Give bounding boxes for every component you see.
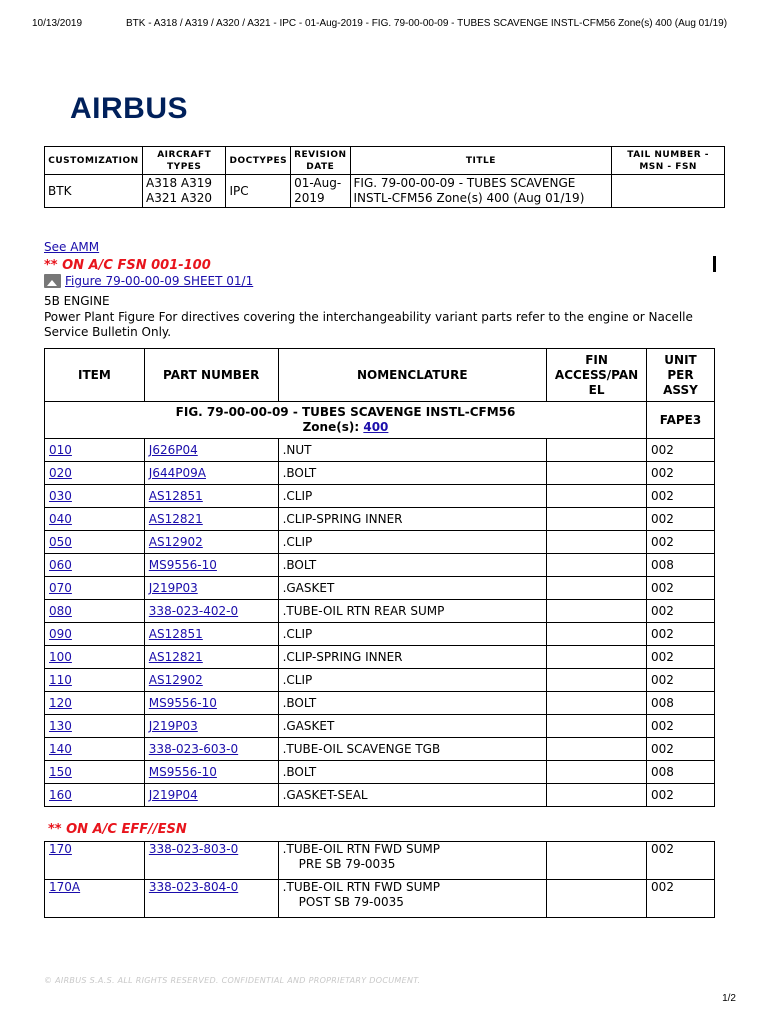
figure-link-label: Figure 79-00-00-09 SHEET 01/1	[65, 274, 254, 288]
part-number-link[interactable]: 338-023-804-0	[148, 880, 239, 894]
item-cell	[45, 577, 145, 600]
unit-per-assy-cell: 002	[647, 784, 715, 807]
effectivity-fsn: ** ON A/C FSN 001-100	[44, 258, 211, 273]
part-number-cell	[144, 623, 278, 646]
item-cell	[45, 738, 145, 761]
fin-cell	[547, 842, 647, 880]
unit-per-assy-cell: 002	[647, 508, 715, 531]
meta-data-row	[45, 175, 725, 208]
meta-title: FIG. 79-00-00-09 - TUBES SCAVENGE INSTL-CFM56 Zone(s) 400 (Aug 01/19)	[350, 175, 612, 208]
part-number-cell	[144, 646, 278, 669]
fin-cell	[547, 715, 647, 738]
nomenclature-cell: .GASKET-SEAL	[278, 784, 547, 807]
airbus-logo: AIRBUS	[70, 92, 189, 125]
part-number-link[interactable]: AS12902	[148, 673, 203, 687]
item-cell	[45, 692, 145, 715]
fin-cell	[547, 623, 647, 646]
fin-cell	[547, 646, 647, 669]
part-number-link[interactable]: J626P04	[148, 443, 198, 457]
part-number-cell	[144, 508, 278, 531]
part-number-link[interactable]: J644P09A	[148, 466, 206, 480]
nomenclature-cell: .CLIP	[278, 669, 547, 692]
item-cell	[45, 669, 145, 692]
item-link[interactable]: 030	[49, 489, 72, 503]
part-number-cell	[144, 784, 278, 807]
part-number-link[interactable]: MS9556-10	[148, 696, 217, 710]
meta-header-tail-number: TAIL NUMBER - MSN - FSN	[612, 147, 725, 175]
nomenclature-text: .TUBE-OIL RTN FWD SUMP	[282, 880, 440, 894]
page-number: 1/2	[722, 993, 736, 1004]
table-row	[45, 485, 715, 508]
item-link[interactable]: 050	[49, 535, 72, 549]
figure-title-cell	[45, 402, 647, 439]
figure-title: FIG. 79-00-00-09 - TUBES SCAVENGE INSTL-CFM56	[175, 405, 516, 419]
item-cell	[45, 554, 145, 577]
fin-cell	[547, 880, 647, 918]
table-row	[45, 646, 715, 669]
part-number-link[interactable]: AS12821	[148, 650, 203, 664]
meta-header-revision-date: REVISION DATE	[291, 147, 350, 175]
unit-per-assy-cell: 002	[647, 880, 715, 918]
table-row	[45, 600, 715, 623]
part-number-cell	[144, 554, 278, 577]
table-row	[45, 842, 715, 880]
fin-cell	[547, 508, 647, 531]
meta-header-aircraft-types: AIRCRAFT TYPES	[142, 147, 226, 175]
unit-per-assy-cell: 002	[647, 485, 715, 508]
item-cell	[45, 531, 145, 554]
item-link[interactable]: 140	[49, 742, 72, 756]
part-number-cell	[144, 761, 278, 784]
fin-cell	[547, 738, 647, 761]
table-row	[45, 623, 715, 646]
part-number-link[interactable]: MS9556-10	[148, 558, 217, 572]
unit-per-assy-cell: 002	[647, 842, 715, 880]
table-row	[45, 715, 715, 738]
item-cell	[45, 880, 145, 918]
part-number-cell	[144, 577, 278, 600]
part-number-link[interactable]: MS9556-10	[148, 765, 217, 779]
item-link[interactable]: 060	[49, 558, 72, 572]
item-link[interactable]: 150	[49, 765, 72, 779]
meta-header-row	[45, 147, 725, 175]
see-amm-link[interactable]: See AMM	[44, 240, 100, 254]
nomenclature-cell	[278, 842, 547, 880]
item-link[interactable]: 130	[49, 719, 72, 733]
fin-cell	[547, 577, 647, 600]
part-number-link[interactable]: J219P03	[148, 581, 198, 595]
part-number-cell	[144, 600, 278, 623]
meta-aircraft-types: A318 A319 A321 A320	[142, 175, 226, 208]
table-row	[45, 508, 715, 531]
item-link[interactable]: 070	[49, 581, 72, 595]
part-number-cell	[144, 669, 278, 692]
service-bulletin-note: POST SB 79-0035	[298, 895, 404, 909]
meta-customization: BTK	[45, 175, 143, 208]
item-link[interactable]: 110	[49, 673, 72, 687]
meta-tail-number	[612, 175, 725, 208]
meta-header-customization: CUSTOMIZATION	[45, 147, 143, 175]
meta-header-doctypes: DOCTYPES	[226, 147, 291, 175]
col-item: ITEM	[45, 349, 145, 402]
item-link[interactable]: 020	[49, 466, 72, 480]
col-unit-per-assy: UNIT PER ASSY	[647, 349, 715, 402]
table-row	[45, 761, 715, 784]
unit-per-assy-cell: 008	[647, 554, 715, 577]
item-link[interactable]: 080	[49, 604, 72, 618]
item-link[interactable]: 040	[49, 512, 72, 526]
item-cell	[45, 646, 145, 669]
fin-cell	[547, 485, 647, 508]
zone-link[interactable]: 400	[363, 420, 389, 434]
parts-header-row	[45, 349, 715, 402]
table-row	[45, 784, 715, 807]
nomenclature-cell: .BOLT	[278, 554, 547, 577]
part-number-link[interactable]: AS12902	[148, 535, 203, 549]
nomenclature-cell: .GASKET	[278, 715, 547, 738]
item-link[interactable]: 160	[49, 788, 72, 802]
part-number-cell	[144, 842, 278, 880]
part-number-cell	[144, 738, 278, 761]
copyright-notice: © AIRBUS S.A.S. ALL RIGHTS RESERVED. CONFIDENTIAL AND PROPRIETARY DOCUMENT.	[44, 976, 421, 985]
item-link[interactable]: 170A	[49, 880, 81, 894]
parts-table	[44, 348, 715, 807]
unit-per-assy-cell: 002	[647, 600, 715, 623]
fin-cell	[547, 439, 647, 462]
item-cell	[45, 462, 145, 485]
nomenclature-cell: .NUT	[278, 439, 547, 462]
parts-table-esn-body	[45, 842, 715, 918]
nomenclature-cell: .TUBE-OIL RTN REAR SUMP	[278, 600, 547, 623]
fin-cell	[547, 554, 647, 577]
col-nomenclature: NOMENCLATURE	[278, 349, 547, 402]
figure-title-row	[45, 402, 715, 439]
nomenclature-cell: .CLIP-SPRING INNER	[278, 646, 547, 669]
figure-code: FAPE3	[647, 402, 715, 439]
part-number-cell	[144, 692, 278, 715]
item-link[interactable]: 120	[49, 696, 72, 710]
print-header-title: BTK - A318 / A319 / A320 / A321 - IPC - 01-Aug-2019 - FIG. 79-00-00-09 - TUBES SCAVENGE INSTL-CFM56 Zone(s) 400 (Aug 01/19)	[126, 18, 728, 29]
figure-link[interactable]	[44, 274, 253, 288]
change-bar	[713, 256, 716, 272]
effectivity-esn: ** ON A/C EFF//ESN	[48, 822, 187, 837]
fin-cell	[547, 692, 647, 715]
table-row	[45, 531, 715, 554]
table-row	[45, 462, 715, 485]
nomenclature-cell: .GASKET	[278, 577, 547, 600]
unit-per-assy-cell: 008	[647, 761, 715, 784]
unit-per-assy-cell: 002	[647, 623, 715, 646]
nomenclature-cell	[278, 880, 547, 918]
meta-doctypes: IPC	[226, 175, 291, 208]
unit-per-assy-cell: 002	[647, 646, 715, 669]
part-number-link[interactable]: 338-023-402-0	[148, 604, 239, 618]
fin-cell	[547, 669, 647, 692]
print-date: 10/13/2019	[32, 18, 83, 29]
item-link[interactable]: 090	[49, 627, 72, 641]
nomenclature-cell: .TUBE-OIL SCAVENGE TGB	[278, 738, 547, 761]
item-link[interactable]: 010	[49, 443, 72, 457]
item-cell	[45, 715, 145, 738]
part-number-cell	[144, 715, 278, 738]
table-row	[45, 692, 715, 715]
fin-cell	[547, 761, 647, 784]
table-row	[45, 880, 715, 918]
item-cell	[45, 508, 145, 531]
item-cell	[45, 485, 145, 508]
unit-per-assy-cell: 002	[647, 738, 715, 761]
part-number-cell	[144, 485, 278, 508]
nomenclature-cell: .CLIP-SPRING INNER	[278, 508, 547, 531]
service-bulletin-note: PRE SB 79-0035	[298, 857, 396, 871]
interchangeability-note: Power Plant Figure For directives covering the interchangeability variant parts refer to the engine or Nacelle Service Bulletin Only.	[44, 310, 693, 339]
item-cell	[45, 761, 145, 784]
item-cell	[45, 439, 145, 462]
image-icon	[44, 274, 61, 288]
col-part-number: PART NUMBER	[144, 349, 278, 402]
item-cell	[45, 842, 145, 880]
table-row	[45, 669, 715, 692]
part-number-link[interactable]: AS12851	[148, 627, 203, 641]
nomenclature-cell: .CLIP	[278, 623, 547, 646]
item-cell	[45, 623, 145, 646]
item-link[interactable]: 100	[49, 650, 72, 664]
fin-cell	[547, 784, 647, 807]
nomenclature-cell: .BOLT	[278, 761, 547, 784]
parts-table-esn	[44, 841, 715, 918]
meta-header-title: TITLE	[350, 147, 612, 175]
item-link[interactable]: 170	[49, 842, 72, 856]
part-number-link[interactable]: J219P04	[148, 788, 198, 802]
col-fin-access-panel: FIN ACCESS/PAN EL	[547, 349, 647, 402]
document-meta-table	[44, 146, 725, 208]
unit-per-assy-cell: 002	[647, 531, 715, 554]
part-number-link[interactable]: 338-023-803-0	[148, 842, 239, 856]
table-row	[45, 577, 715, 600]
part-number-link[interactable]: AS12821	[148, 512, 203, 526]
unit-per-assy-cell: 002	[647, 669, 715, 692]
table-row	[45, 554, 715, 577]
part-number-cell	[144, 880, 278, 918]
table-row	[45, 439, 715, 462]
unit-per-assy-cell: 002	[647, 715, 715, 738]
unit-per-assy-cell: 002	[647, 577, 715, 600]
nomenclature-cell: .BOLT	[278, 462, 547, 485]
figure-zones	[49, 420, 642, 435]
parts-table-body	[45, 439, 715, 807]
table-row	[45, 738, 715, 761]
part-number-cell	[144, 531, 278, 554]
part-number-cell	[144, 462, 278, 485]
unit-per-assy-cell: 008	[647, 692, 715, 715]
item-cell	[45, 784, 145, 807]
nomenclature-cell: .BOLT	[278, 692, 547, 715]
part-number-link[interactable]: AS12851	[148, 489, 203, 503]
fin-cell	[547, 600, 647, 623]
nomenclature-text: .TUBE-OIL RTN FWD SUMP	[282, 842, 440, 856]
part-number-link[interactable]: 338-023-603-0	[148, 742, 239, 756]
engine-label: 5B ENGINE	[44, 294, 110, 308]
fin-cell	[547, 531, 647, 554]
nomenclature-cell: .CLIP	[278, 485, 547, 508]
part-number-cell	[144, 439, 278, 462]
unit-per-assy-cell: 002	[647, 439, 715, 462]
nomenclature-cell: .CLIP	[278, 531, 547, 554]
unit-per-assy-cell: 002	[647, 462, 715, 485]
zones-label: Zone(s):	[302, 420, 360, 434]
item-cell	[45, 600, 145, 623]
meta-revision-date: 01-Aug-2019	[291, 175, 350, 208]
part-number-link[interactable]: J219P03	[148, 719, 198, 733]
fin-cell	[547, 462, 647, 485]
